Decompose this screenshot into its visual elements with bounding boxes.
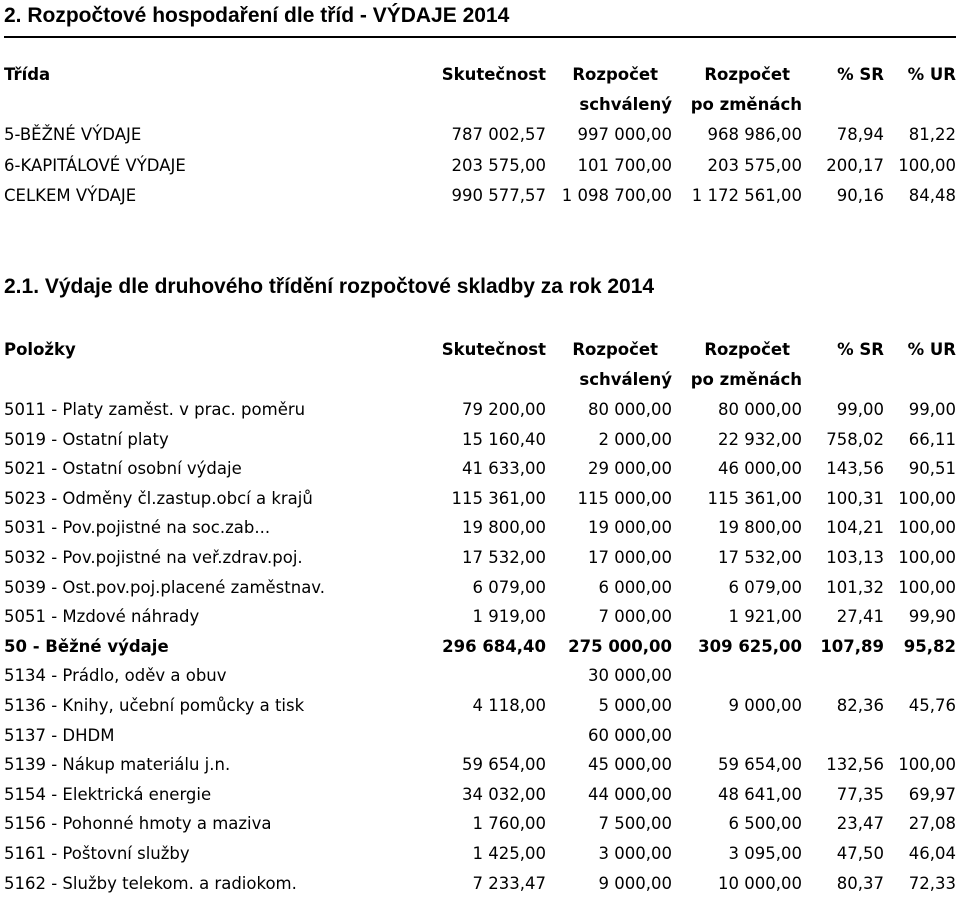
cell-approved: 44 000,00 [588,784,672,804]
cell-approved: 29 000,00 [588,459,672,479]
cell-ur: 100,00 [898,755,956,775]
cell-sr: 78,94 [836,125,884,144]
cell-actual: 41 633,00 [462,459,546,479]
row-label: 5031 - Pov.pojistné na soc.zab... [4,518,271,538]
table-row [0,661,960,691]
header-approved-line2: schválený [579,370,672,389]
cell-ur: 100,00 [898,547,956,567]
header-ur: % UR [907,65,956,84]
table-row [0,839,960,869]
cell-amended: 203 575,00 [707,155,802,175]
table-row [0,721,960,751]
cell-actual: 59 654,00 [462,755,546,775]
cell-approved: 2 000,00 [598,429,672,449]
cell-actual: 990 577,57 [451,186,546,205]
section-heading-classes: 2. Rozpočtové hospodaření dle tříd - VÝDAJE 2014 [4,0,956,38]
cell-sr: 132,56 [826,755,884,775]
cell-ur: 90,51 [908,459,956,479]
cell-sr: 77,35 [836,784,884,804]
cell-actual: 19 800,00 [462,518,546,538]
cell-approved: 7 000,00 [598,607,672,627]
section-heading-items: 2.1. Výdaje dle druhového třídění rozpočtové skladby za rok 2014 [4,275,655,298]
cell-approved: 17 000,00 [588,547,672,567]
cell-approved: 3 000,00 [598,843,672,863]
cell-sr: 82,36 [836,695,884,715]
cell-sr: 200,17 [826,155,884,175]
cell-approved: 19 000,00 [588,518,672,538]
cell-sr: 47,50 [836,843,884,863]
cell-actual: 79 200,00 [462,400,546,419]
cell-sr: 101,32 [826,577,884,597]
table-row [0,120,960,151]
cell-actual: 1 425,00 [472,843,546,863]
cell-actual: 6 079,00 [472,577,546,597]
cell-ur: 84,48 [908,186,956,205]
row-label: 5032 - Pov.pojistné na veř.zdrav.poj. [4,547,303,567]
cell-amended: 22 932,00 [718,429,802,449]
row-label: 6-KAPITÁLOVÉ VÝDAJE [4,155,186,175]
cell-sr: 100,31 [826,488,884,508]
cell-sr: 27,41 [836,607,884,627]
cell-amended: 115 361,00 [707,488,802,508]
cell-amended: 19 800,00 [718,518,802,538]
row-label: 5137 - DHDM [4,725,115,745]
cell-actual: 15 160,40 [462,429,546,449]
expenses-by-item-table [0,335,960,898]
row-label: 5051 - Mzdové náhrady [4,607,200,627]
cell-amended: 59 654,00 [718,755,802,775]
cell-actual: 203 575,00 [451,155,546,175]
row-label: 5154 - Elektrická energie [4,784,212,804]
header-approved-line1: Rozpočet [572,65,658,84]
table-row [0,573,960,603]
cell-approved: 45 000,00 [588,755,672,775]
cell-sr: 23,47 [836,814,884,834]
table-row [0,750,960,780]
cell-amended: 1 172 561,00 [691,186,802,205]
table-header-line2 [0,90,960,120]
row-label: 5021 - Ostatní osobní výdaje [4,459,242,479]
table-row [0,809,960,839]
cell-ur: 27,08 [908,814,956,834]
row-label: 5023 - Odměny čl.zastup.obcí a krajů [4,488,313,508]
table-row [0,543,960,573]
table-row [0,602,960,632]
table-header [0,60,960,90]
cell-sr: 80,37 [836,873,884,893]
table-row [0,151,960,182]
table-row [0,513,960,543]
cell-amended: 6 500,00 [728,814,802,834]
cell-ur: 100,00 [898,488,956,508]
table-row [0,869,960,899]
table-row [0,395,960,425]
cell-sr: 103,13 [826,547,884,567]
cell-ur: 95,82 [903,636,956,656]
cell-amended: 17 532,00 [718,547,802,567]
cell-amended: 1 921,00 [728,607,802,627]
cell-approved: 5 000,00 [598,695,672,715]
table-row [0,454,960,484]
cell-approved: 30 000,00 [588,666,672,686]
row-label: 50 - Běžné výdaje [4,636,169,656]
cell-actual: 4 118,00 [472,695,546,715]
row-label: 5156 - Pohonné hmoty a maziva [4,814,272,834]
cell-amended: 968 986,00 [707,125,802,144]
cell-actual: 115 361,00 [451,488,546,508]
table-row [0,780,960,810]
table-header-line2 [0,365,960,395]
cell-actual: 7 233,47 [472,873,546,893]
row-label: 5134 - Prádlo, oděv a obuv [4,666,227,686]
cell-sr: 99,00 [836,400,884,419]
cell-sr: 90,16 [836,186,884,205]
row-label: 5161 - Poštovní služby [4,843,190,863]
table-header [0,335,960,365]
cell-sr: 143,56 [826,459,884,479]
row-label: 5011 - Platy zaměst. v prac. poměru [4,400,306,419]
row-label: 5139 - Nákup materiálu j.n. [4,755,231,775]
cell-amended: 48 641,00 [718,784,802,804]
cell-ur: 45,76 [908,695,956,715]
cell-actual: 1 919,00 [472,607,546,627]
header-actual: Skutečnost [441,65,546,84]
cell-amended: 46 000,00 [718,459,802,479]
cell-approved: 6 000,00 [598,577,672,597]
cell-amended: 80 000,00 [718,400,802,419]
cell-approved: 7 500,00 [598,814,672,834]
cell-amended: 3 095,00 [728,843,802,863]
row-label: 5162 - Služby telekom. a radiokom. [4,873,297,893]
cell-approved: 60 000,00 [588,725,672,745]
cell-ur: 100,00 [898,577,956,597]
cell-sr: 104,21 [826,518,884,538]
cell-ur: 46,04 [908,843,956,863]
header-ur: % UR [907,340,956,359]
cell-approved: 997 000,00 [577,125,672,144]
table-row [0,484,960,514]
header-sr: % SR [837,340,884,359]
header-item: Položky [4,340,76,359]
cell-actual: 17 532,00 [462,547,546,567]
header-actual: Skutečnost [441,340,546,359]
table-row [0,425,960,455]
row-label: 5-BĚŽNÉ VÝDAJE [4,125,142,144]
cell-ur: 72,33 [908,873,956,893]
row-label: 5039 - Ost.pov.poj.placené zaměstnav. [4,577,326,597]
header-approved-line1: Rozpočet [572,340,658,359]
cell-approved: 101 700,00 [577,155,672,175]
cell-sr: 107,89 [820,636,884,656]
cell-ur: 66,11 [908,429,956,449]
cell-approved: 275 000,00 [568,636,672,656]
cell-amended: 309 625,00 [698,636,802,656]
header-amended-line1: Rozpočet [704,340,790,359]
cell-ur: 81,22 [908,125,956,144]
cell-approved: 115 000,00 [577,488,672,508]
cell-amended: 6 079,00 [728,577,802,597]
row-label: 5019 - Ostatní platy [4,429,169,449]
expenses-by-class-table [0,60,960,212]
cell-amended: 10 000,00 [718,873,802,893]
cell-approved: 80 000,00 [588,400,672,419]
cell-ur: 69,97 [908,784,956,804]
table-row [0,691,960,721]
cell-approved: 9 000,00 [598,873,672,893]
cell-actual: 296 684,40 [442,636,546,656]
row-label: CELKEM VÝDAJE [4,186,137,205]
header-approved-line2: schválený [579,95,672,114]
cell-ur: 100,00 [898,518,956,538]
cell-amended: 9 000,00 [728,695,802,715]
header-sr: % SR [837,65,884,84]
cell-actual: 787 002,57 [451,125,546,144]
cell-approved: 1 098 700,00 [561,186,672,205]
cell-sr: 758,02 [826,429,884,449]
cell-ur: 99,00 [908,400,956,419]
table-row [0,181,960,212]
header-amended-line2: po změnách [690,95,802,114]
header-amended-line1: Rozpočet [704,65,790,84]
cell-ur: 99,90 [908,607,956,627]
table-row [0,632,960,662]
cell-ur: 100,00 [898,155,956,175]
cell-actual: 34 032,00 [462,784,546,804]
cell-actual: 1 760,00 [472,814,546,834]
row-label: 5136 - Knihy, učební pomůcky a tisk [4,695,305,715]
header-class: Třída [4,65,51,84]
header-amended-line2: po změnách [690,370,802,389]
